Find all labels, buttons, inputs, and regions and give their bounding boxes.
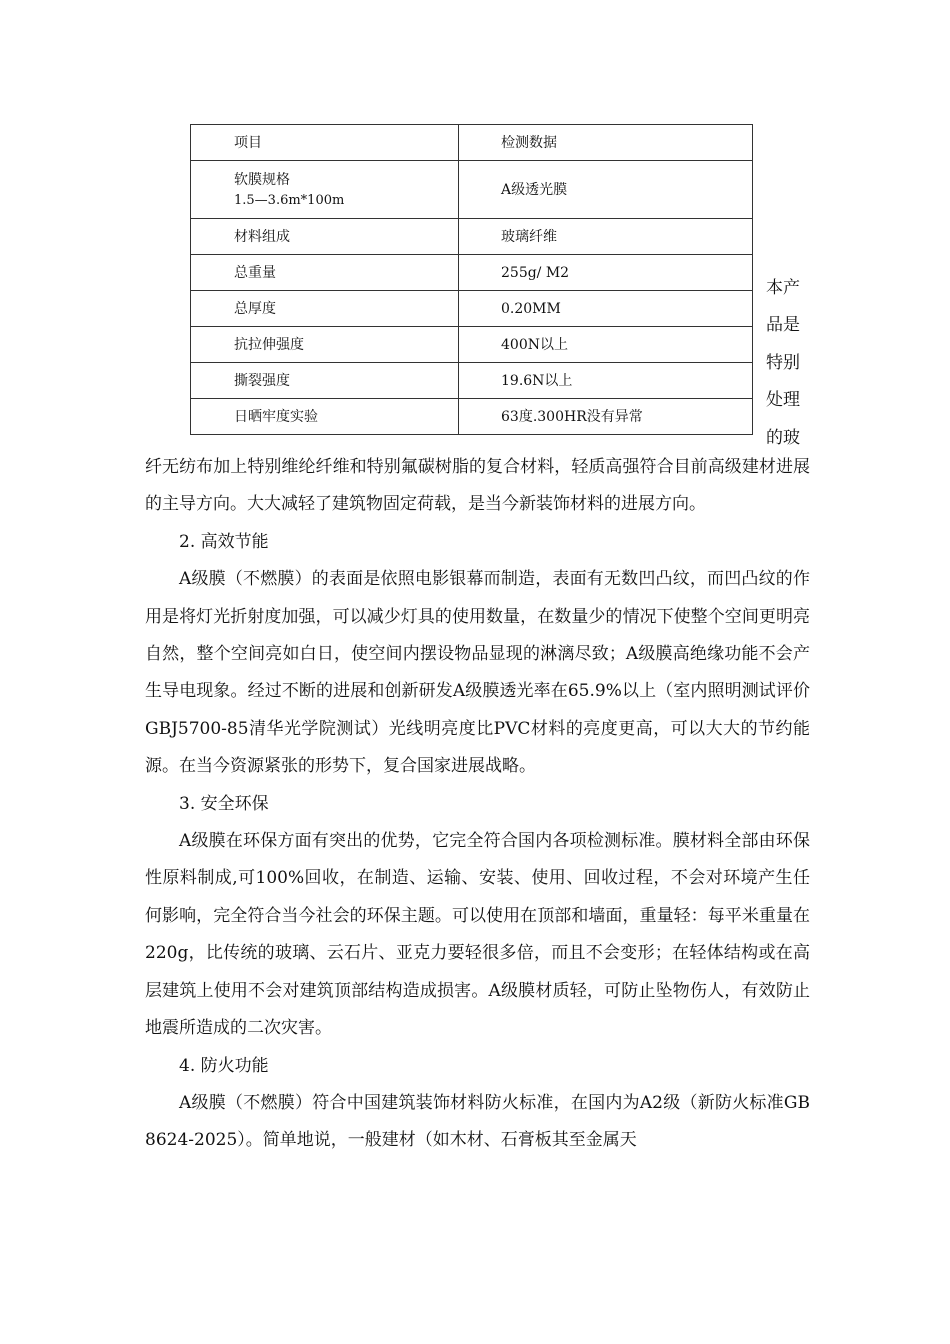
row-label-sub: 1.5—3.6m*100m: [234, 192, 345, 208]
paragraph-eco: A级膜在环保方面有突出的优势，它完全符合国内各项检测标准。膜材料全部由环保性原料制成,可100%回收，在制造、运输、安装、使用、回收过程，不会对环境产生任何影响，完全符合当今社会的环保主题。可以使用在顶部和墙面，重量轻：每平米重量在220g，比传统的玻璃、云石片、亚克力要轻很多倍，而且不会变形；在轻体结构或在高层建筑上使用不会对建筑顶部结构造成损害。A级膜材质轻，可防止坠物伤人，有效防止地震所造成的二次灾害。: [145, 831, 810, 1039]
row-label: 总重量: [191, 255, 459, 291]
paragraph-continuation: 纤无纺布加上特别维纶纤维和特别氟碳树脂的复合材料，轻质高强符合目前高级建材进展的主导方向。大大减轻了建筑物固定荷载，是当今新装饰材料的进展方向。: [145, 457, 810, 515]
header-cell-data: 检测数据: [459, 125, 753, 161]
table-row: [191, 327, 753, 363]
row-label: 材料组成: [191, 219, 459, 255]
section-heading-fire: 4. 防火功能: [179, 1055, 269, 1076]
side-line: 本产: [766, 278, 800, 298]
side-line: 品是: [766, 315, 800, 336]
row-value: A级透光膜: [459, 161, 753, 219]
row-label: 抗拉伸强度: [191, 327, 459, 363]
row-value: 19.6N以上: [459, 363, 753, 399]
row-label: 日晒牢度实验: [191, 399, 459, 435]
table-row: [191, 291, 753, 327]
section-heading-eco: 3. 安全环保: [179, 793, 269, 814]
table-header-row: [191, 125, 753, 161]
row-value: 玻璃纤维: [459, 219, 753, 255]
body-text: [145, 449, 810, 1160]
table-row: [191, 255, 753, 291]
table-row: [191, 399, 753, 435]
row-label: [191, 161, 459, 219]
row-value: 63度.300HR没有异常: [459, 399, 753, 435]
paragraph-energy: A级膜（不燃膜）的表面是依照电影银幕而制造，表面有无数凹凸纹，而凹凸纹的作用是将灯光折射度加强，可以减少灯具的使用数量，在数量少的情况下使整个空间更明亮自然，整个空间亮如白日，使空间内摆设物品显现的淋漓尽致；A级膜高绝缘功能不会产生导电现象。经过不断的进展和创新研发A级膜透光率在65.9%以上（室内照明测试评价GBJ5700-85清华光学院测试）光线明亮度比PVC材料的亮度更高，可以大大的节约能源。在当今资源紧张的形势下，复合国家进展战略。: [145, 569, 810, 777]
side-line: 处理: [766, 390, 800, 411]
row-label: 总厚度: [191, 291, 459, 327]
wrapped-side-text: [766, 270, 810, 457]
side-line: 特别: [766, 352, 800, 373]
table-row: [191, 219, 753, 255]
paragraph-fire: A级膜（不燃膜）符合中国建筑装饰材料防火标准，在国内为A2级（新防火标准GB 8624-2025）。简单地说，一般建材（如木材、石膏板其至金属天: [145, 1092, 810, 1151]
section-heading-energy: 2. 高效节能: [179, 531, 269, 552]
header-cell-item: 项目: [191, 125, 459, 161]
row-value: 0.20MM: [459, 291, 753, 327]
table-row: [191, 161, 753, 219]
row-value: 255g/ M2: [459, 255, 753, 291]
table-row: [191, 363, 753, 399]
spec-table: [190, 124, 753, 435]
row-label-text: 软膜规格: [234, 171, 290, 188]
side-line: 的玻: [766, 427, 800, 448]
row-label: 撕裂强度: [191, 363, 459, 399]
row-value: 400N以上: [459, 327, 753, 363]
